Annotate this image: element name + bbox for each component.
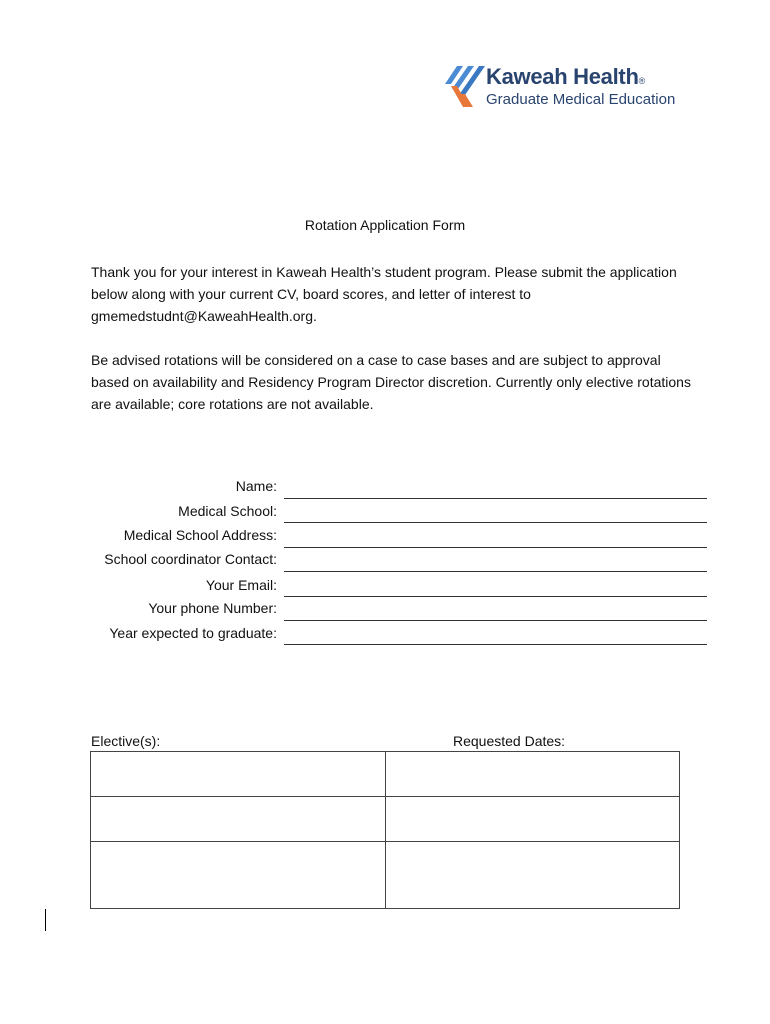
form-title: Rotation Application Form [304,217,466,233]
elective-cell[interactable] [91,842,386,909]
electives-header: Elective(s): [91,733,161,749]
dates-cell[interactable] [386,842,680,909]
electives-table [90,751,680,909]
registered-mark: ® [638,76,645,86]
graduation-year-field[interactable] [284,644,707,645]
name-label: Name: [235,478,277,494]
phone-label: Your phone Number: [148,600,277,616]
requested-dates-header: Requested Dates: [453,733,566,749]
school-coordinator-field[interactable] [284,571,707,572]
table-row [91,797,680,842]
name-field[interactable] [284,498,707,499]
kaweah-health-logo [443,64,713,112]
table-row [91,752,680,797]
medical-school-address-label: Medical School Address: [123,527,277,543]
text-cursor [45,909,46,931]
notice-paragraph: Be advised rotations will be considered on a case to case bases and are subject to approval based on availability and Residency Program Director discretion. Currently only elective rotations are available; core rotations are not available. [91,352,691,412]
graduation-year-label: Year expected to graduate: [109,625,277,641]
email-field[interactable] [284,596,707,597]
table-row [91,842,680,909]
elective-cell[interactable] [91,797,386,842]
phone-field[interactable] [284,620,707,621]
elective-cell[interactable] [91,752,386,797]
medical-school-field[interactable] [284,522,707,523]
medical-school-label: Medical School: [178,503,277,519]
school-coordinator-label: School coordinator Contact: [104,551,277,567]
email-label: Your Email: [205,577,277,593]
intro-paragraph: Thank you for your interest in Kaweah Health’s student program. Please submit the application below along with your current CV, board scores, and letter of interest to gmemedstudnt@KaweahHealth.org. [91,264,677,324]
kaweah-logo-mark-icon [443,64,487,108]
logo-subtitle: Graduate Medical Education [486,91,676,108]
logo-name: Kaweah Health® [486,64,645,89]
dates-cell[interactable] [386,752,680,797]
medical-school-address-field[interactable] [284,547,707,548]
dates-cell[interactable] [386,797,680,842]
